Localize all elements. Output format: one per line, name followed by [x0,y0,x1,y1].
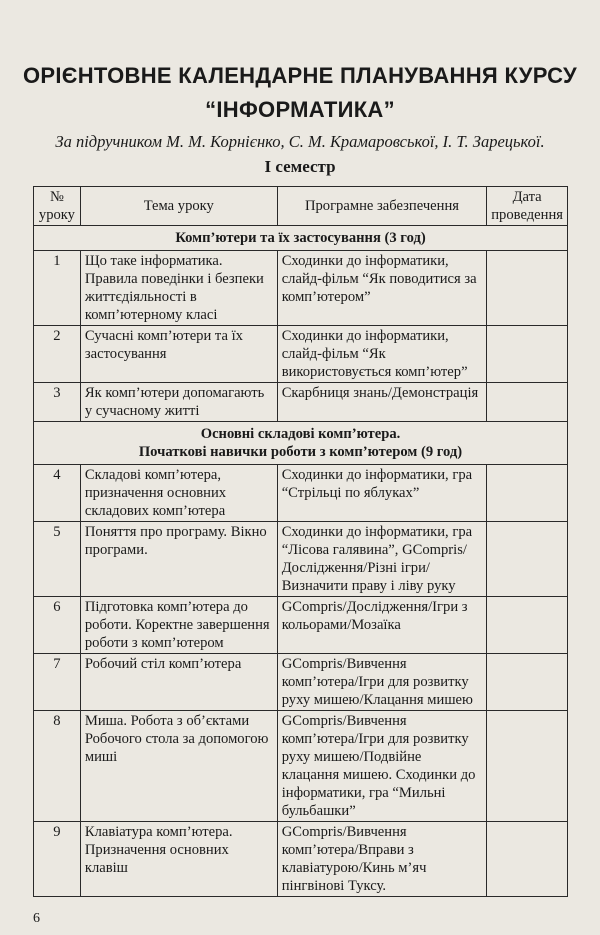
header-date-line-1: Дата [512,189,542,205]
lesson-topic-cell: Робочий стіл комп’ютера [80,654,277,711]
software-cell: GCompris/Вивчення комп’ютера/Ігри для розвитку руху мишею/Клацання мишею [277,654,487,711]
header-topic: Тема уроку [80,187,277,226]
table-row [34,711,568,822]
date-cell [487,326,568,383]
table-row [34,597,568,654]
section-title [34,226,568,251]
date-cell [487,465,568,522]
lesson-number-cell: 8 [34,711,81,822]
table-header-row [34,187,568,226]
lesson-topic-cell: Поняття про програму. Вікно програми. [80,522,277,597]
lesson-number-cell: 4 [34,465,81,522]
lesson-plan-table [33,186,568,897]
software-cell: GCompris/Вивчення комп’ютера/Вправи з клавіатурою/Кинь м’яч пінгвінові Туксу. [277,822,487,897]
software-cell: GCompris/Дослідження/Ігри з кольорами/Мозаїка [277,597,487,654]
date-cell [487,711,568,822]
table-row [34,251,568,326]
lesson-topic-cell: Що таке інформатика. Правила поведінки і безпеки життєдіяльності в комп’ютерному класі [80,251,277,326]
section-title [34,422,568,465]
table-body [34,226,568,897]
software-cell: Скарбниця знань/Демонстрація [277,383,487,422]
date-cell [487,383,568,422]
lesson-topic-cell: Складові комп’ютера, призначення основних складових комп’ютера [80,465,277,522]
table-row [34,522,568,597]
header-software: Програмне забезпечення [277,187,487,226]
table-row [34,822,568,897]
page-number: 6 [33,911,40,926]
header-num-line-1: № [49,189,64,205]
date-cell [487,822,568,897]
software-cell: Сходинки до інформатики, слайд-фільм “Як поводитися за комп’ютером” [277,251,487,326]
document-title-line-1: ОРІЄНТОВНЕ КАЛЕНДАРНЕ ПЛАНУВАННЯ КУРСУ [22,63,578,88]
header-date-line-2: проведення [491,207,563,223]
date-cell [487,251,568,326]
software-cell: GCompris/Вивчення комп’ютера/Ігри для розвитку руху мишею/Подвійне клацання мишею. Сходинки до інформатики, гра “Мильні бульбашки” [277,711,487,822]
lesson-number-cell: 3 [34,383,81,422]
textbook-authors: За підручником М. М. Корнієнко, С. М. Крамаровської, І. Т. Зарецької. [55,132,545,151]
header-date [487,187,568,226]
section-title-line: Основні складові комп’ютера. [200,426,401,442]
table-row [34,465,568,522]
header-num-line-2: уроку [38,207,75,223]
section-row [34,422,568,465]
semester-heading: І семестр [264,157,336,176]
lesson-topic-cell: Клавіатура комп’ютера. Призначення основних клавіш [80,822,277,897]
table-row [34,654,568,711]
lesson-topic-cell: Сучасні комп’ютери та їх застосування [80,326,277,383]
table-row [34,383,568,422]
lesson-topic-cell: Підготовка комп’ютера до роботи. Коректне завершення роботи з комп’ютером [80,597,277,654]
document-title-line-2: “ІНФОРМАТИКА” [205,97,395,122]
header-lesson-number [34,187,81,226]
section-title-line: Початкові навички роботи з комп’ютером (9 год) [138,444,463,460]
software-cell: Сходинки до інформатики, слайд-фільм “Як використовується комп’ютер” [277,326,487,383]
date-cell [487,522,568,597]
lesson-number-cell: 6 [34,597,81,654]
date-cell [487,597,568,654]
lesson-number-cell: 5 [34,522,81,597]
section-title-line: Комп’ютери та їх застосування (3 год) [175,230,426,246]
lesson-number-cell: 2 [34,326,81,383]
software-cell: Сходинки до інформатики, гра “Лісова галявина”, GCompris/ Дослідження/Різні ігри/ Визначити праву і ліву руку [277,522,487,597]
lesson-topic-cell: Миша. Робота з об’єктами Робочого стола за допомогою миші [80,711,277,822]
section-row [34,226,568,251]
lesson-number-cell: 7 [34,654,81,711]
software-cell: Сходинки до інформатики, гра “Стрільці по яблуках” [277,465,487,522]
lesson-number-cell: 9 [34,822,81,897]
lesson-topic-cell: Як комп’ютери допомагають у сучасному житті [80,383,277,422]
table-row [34,326,568,383]
lesson-number-cell: 1 [34,251,81,326]
date-cell [487,654,568,711]
